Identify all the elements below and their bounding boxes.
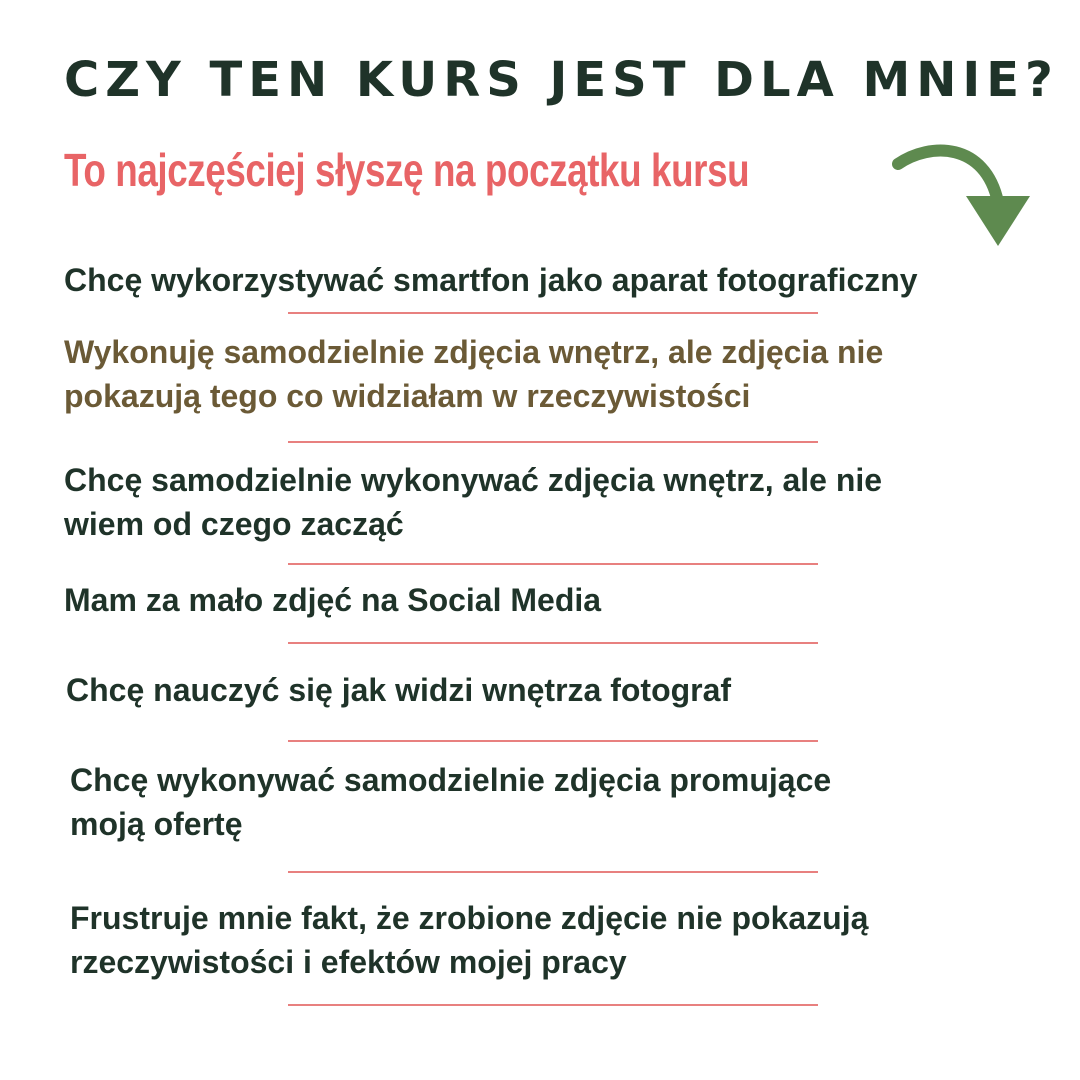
divider — [288, 642, 818, 644]
list-item — [64, 330, 883, 418]
list-item — [64, 258, 918, 302]
list-item-text: Chcę samodzielnie wykonywać zdjęcia wnętrz, ale nie — [64, 462, 883, 498]
list-item-text: Frustruje mnie fakt, że zrobione zdjęcie nie pokazują — [70, 900, 869, 936]
divider — [288, 441, 818, 443]
list-item-text: Chcę wykorzystywać smartfon jako aparat fotograficzny — [64, 262, 918, 298]
page-title: CZY TEN KURS JEST DLA MNIE? — [64, 52, 1059, 108]
divider — [288, 871, 818, 873]
divider — [288, 563, 818, 565]
curved-arrow-down-right-icon — [890, 140, 1040, 260]
list-item-text: moją ofertę — [70, 806, 243, 842]
list-item — [70, 758, 831, 846]
page-subtitle: To najczęściej słyszę na początku kursu — [64, 144, 750, 196]
list-item — [64, 578, 601, 622]
list-item — [66, 668, 731, 712]
list-item-text: Mam za mało zdjęć na Social Media — [64, 582, 602, 618]
list-item-text: pokazują tego co widziałam w rzeczywistości — [64, 378, 751, 414]
list-item-text: wiem od czego zacząć — [64, 506, 404, 542]
divider — [288, 312, 818, 314]
list-item-text: rzeczywistości i efektów mojej pracy — [70, 944, 627, 980]
list-item — [64, 458, 882, 546]
list-item-text: Chcę nauczyć się jak widzi wnętrza fotograf — [66, 672, 732, 708]
list-item — [70, 896, 868, 984]
list-item-text: Wykonuję samodzielnie zdjęcia wnętrz, ale zdjęcia nie — [64, 334, 884, 370]
divider — [288, 1004, 818, 1006]
list-item-text: Chcę wykonywać samodzielnie zdjęcia promujące — [70, 762, 832, 798]
divider — [288, 740, 818, 742]
